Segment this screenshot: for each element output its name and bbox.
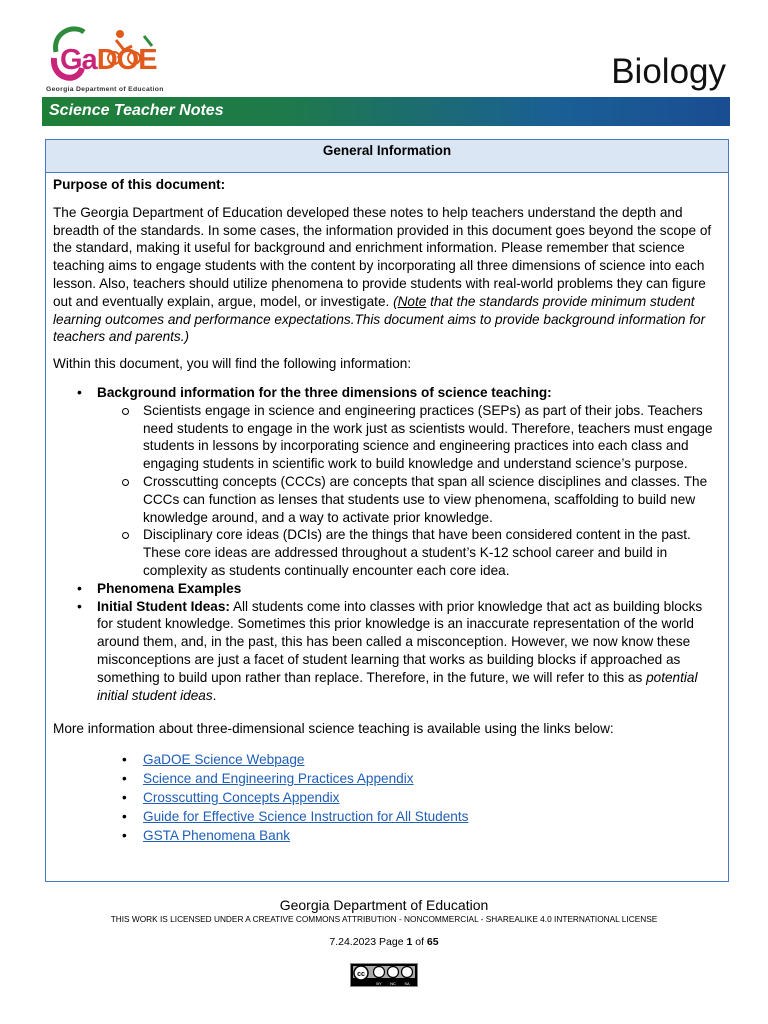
notes-banner xyxy=(42,97,730,126)
note-word: Note xyxy=(397,293,427,309)
link-gsta-phenomena-bank[interactable]: GSTA Phenomena Bank xyxy=(143,828,291,844)
links-list xyxy=(53,750,721,845)
phenomena-heading: Phenomena Examples xyxy=(97,580,242,596)
banner-title: Science Teacher Notes xyxy=(49,102,224,119)
purpose-paragraph: The Georgia Department of Education developed these notes to help teachers understand the depth and breadth of the standards. In some cases, the information provided in this document goes beyond the scope of the standard, making it useful for background and enrichment information. Please remember that science teaching aims to engage students with the content by incorporating all three dimensions of science into each lesson. Also, teachers should utilize phenomena to provide students with real-world problems they can figure out and eventually explain, argue, model, or investigate. (Note that the standards provide minimum student learning outcomes and performance expectations.This document aims to provide background information for teachers and parents.) xyxy=(53,204,712,345)
general-info-box xyxy=(45,139,729,882)
dci-item: Disciplinary core ideas (DCIs) are the things that have been considered content in the past. These core ideas are addressed throughout a student’s K-12 school career and build in complexity as students continually encounter each core idea. xyxy=(143,526,721,579)
list-item xyxy=(143,826,721,845)
cc-sa-label: SA xyxy=(404,981,410,986)
logo-wordmark: GaDOE xyxy=(60,44,157,76)
link-effective-instruction-guide[interactable]: Guide for Effective Science Instruction for All Students xyxy=(143,809,469,825)
logo-subtitle: Georgia Department of Education xyxy=(46,86,164,93)
box-title: General Information xyxy=(46,140,728,173)
list-item xyxy=(143,788,721,807)
within-paragraph: Within this document, you will find the following information: xyxy=(53,356,412,372)
list-item: • Initial Student Ideas: All students come into classes with prior knowledge that act as building blocks for student knowledge. Sometimes this prior knowledge is an inaccurate representation of the world around them, and, in the past, this has been called a misconception. However, we now know these misconceptions are just a facet of student learning that works as building blocks if approached as something to build upon rather than replace. Therefore, in the future, we will refer to this as potential initial student ideas. xyxy=(97,598,721,705)
list-item xyxy=(143,769,721,788)
cc-nc-label: NC xyxy=(390,981,396,986)
cc-by-label: BY xyxy=(376,981,382,986)
list-item xyxy=(143,750,721,769)
more-info-paragraph: More information about three-dimensional science teaching is available using the links below: xyxy=(53,721,614,737)
info-list xyxy=(53,384,721,704)
sep-item: Scientists engage in science and engineering practices (SEPs) as part of their jobs. Teachers need students to engage in the work just as scientists would. Therefore, teachers must engage students in lessons by incorporating science and engineering practices into each class and engaging students in scientific work to build knowledge and understand science’s purpose. xyxy=(143,402,721,473)
initial-ideas-label: Initial Student Ideas: xyxy=(97,598,230,614)
purpose-heading: Purpose of this document: xyxy=(53,177,226,192)
footer-org: Georgia Department of Education xyxy=(279,897,489,913)
subject-title: Biology xyxy=(611,52,726,91)
link-ccc-appendix[interactable]: Crosscutting Concepts Appendix xyxy=(143,790,340,806)
cc-license-badge xyxy=(350,963,418,987)
footer-license: THIS WORK IS LICENSED UNDER A CREATIVE COMMONS ATTRIBUTION - NONCOMMERCIAL - SHAREALIKE 4.0 INTERNATIONAL LICENSE xyxy=(110,914,658,924)
link-gadoe-science-webpage[interactable]: GaDOE Science Webpage xyxy=(143,752,305,768)
cc-license-icon xyxy=(351,964,417,986)
cc-label: cc xyxy=(357,971,365,978)
footer-page-info: 7.24.2023 Page 1 of 65 xyxy=(329,936,439,948)
box-content xyxy=(46,176,728,845)
dimensions-sublist xyxy=(97,402,721,580)
list-item xyxy=(143,807,721,826)
link-sep-appendix[interactable]: Science and Engineering Practices Appendix xyxy=(143,771,414,787)
ccc-item: Crosscutting concepts (CCCs) are concepts that span all science disciplines and classes. The CCCs can function as lenses that students use to view phenomena, scaffolding to build new knowledge around, and a way to activate prior knowledge. xyxy=(143,473,721,526)
list-item xyxy=(97,384,721,580)
background-heading: Background information for the three dimensions of science teaching: xyxy=(97,384,552,400)
list-item xyxy=(97,580,721,598)
